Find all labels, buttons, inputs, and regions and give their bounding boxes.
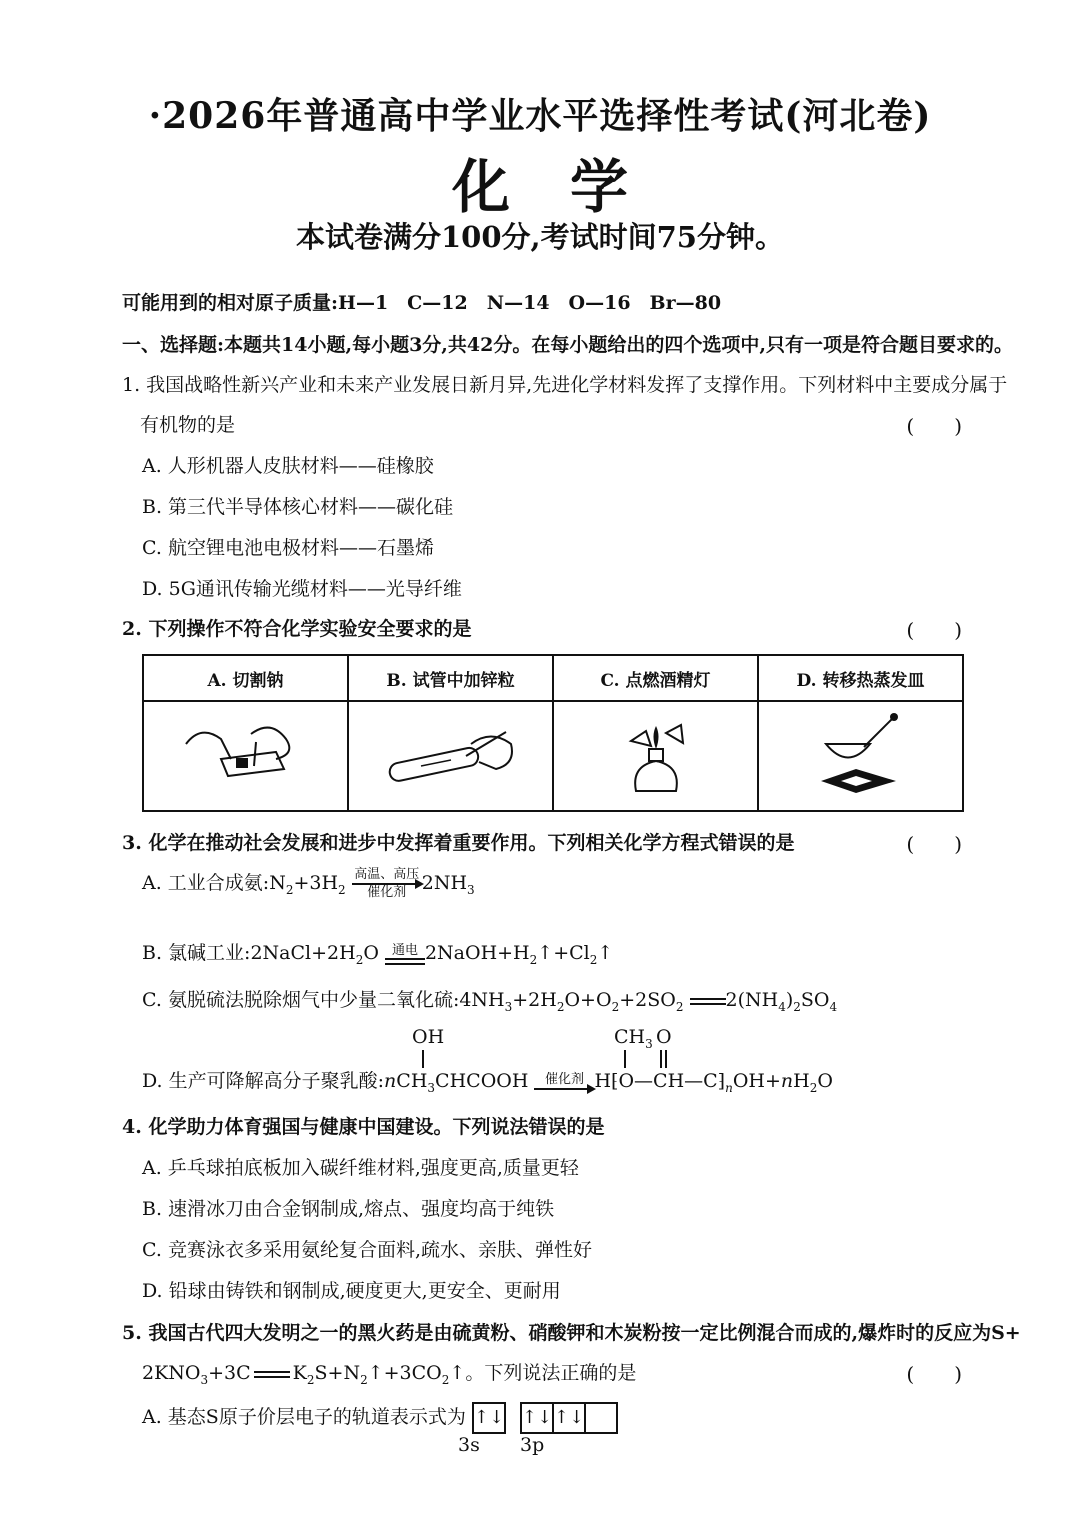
q3-option-d: D. 生产可降解高分子聚乳酸:nCH$_3$CHCOOH 催化剂 $H⁅O—CH—C⁆_nOH+nH_2O$ [142, 1070, 833, 1095]
q3-d-label: D. 生产可降解高分子聚乳酸: [142, 1070, 385, 1092]
q2-option-a-label: A. 切割钠 [143, 655, 348, 701]
q5-option-a [142, 1402, 618, 1434]
q5-a-label: A. 基态S原子价层电子的轨道表示式为 [142, 1406, 466, 1428]
q2-answer-paren[interactable]: ( ) [906, 618, 962, 642]
orbital-3s-box: ↑↓ [472, 1402, 506, 1434]
q1-option-d: D. 5G通讯传输光缆材料——光导纤维 [142, 578, 462, 600]
q5-stem-equation: $2KNO_3+3C$ $K_2S+N_2↑+3CO_2↑$。下列说法正确的是 [142, 1362, 637, 1387]
orbital-3p-box-2: ↑↓ [554, 1402, 586, 1434]
q4-option-a: A. 乒乓球拍底板加入碳纤维材料,强度更高,质量更轻 [142, 1157, 579, 1179]
q3-a-arrow [352, 868, 422, 900]
q2-experiment-table [142, 654, 964, 812]
q5-answer-paren[interactable]: ( ) [906, 1362, 962, 1386]
q3-d-ch3: $CH_3$ [614, 1026, 653, 1051]
q5-stem-tail: 。下列说法正确的是 [465, 1362, 637, 1384]
q2-option-d-label: D. 转移热蒸发皿 [758, 655, 963, 701]
q3-d-oh: OH [412, 1026, 445, 1048]
q3-b-label: B. 氯碱工业: [142, 942, 251, 964]
test-tube-illustration [371, 714, 531, 794]
q3-option-c: C. 氨脱硫法脱除烟气中少量二氧化硫$:4NH_3+2H_2O+O_2+2SO_2$ $2(NH_4)_2SO_4$ [142, 989, 838, 1014]
cutting-sodium-illustration [176, 714, 316, 794]
q3-d-o: O [656, 1026, 672, 1048]
evaporating-dish-illustration [806, 709, 916, 799]
atomic-mass-line: 可能用到的相对原子质量:H—1 C—12 N—14 O—16 Br—80 [122, 292, 722, 314]
exam-title: ·2026年普通高中学业水平选择性考试(河北卷) [148, 95, 932, 137]
alcohol-lamp-illustration [611, 711, 701, 796]
orbital-3p-box-3 [586, 1402, 618, 1434]
q3-d-cond: 催化剂 [544, 1072, 584, 1087]
q3-a-label: A. 工业合成氨: [142, 872, 270, 894]
q3-c-label: C. 氨脱硫法脱除烟气中少量二氧化硫:4NH [142, 989, 505, 1011]
q3-a-cond-top: 高温、高压 [354, 867, 420, 882]
q2-image-test-tube [348, 701, 553, 811]
q1-stem-cont: 有机物的是 [140, 414, 236, 436]
q3-answer-paren[interactable]: ( ) [906, 832, 962, 856]
q2-image-cutting-sodium [143, 701, 348, 811]
q3-option-a: A. 工业合成氨$:N_2+3H_2$ 高温、高压 催化剂 $2NH_3$ [142, 867, 475, 900]
orbital-label-3s: 3s [458, 1434, 480, 1456]
q2-image-alcohol-lamp [553, 701, 758, 811]
q4-option-b: B. 速滑冰刀由合金钢制成,熔点、强度均高于纯铁 [142, 1198, 555, 1220]
q3-d-arrow [534, 1073, 594, 1091]
q5-stem: 5. 我国古代四大发明之一的黑火药是由硫黄粉、硝酸钾和木炭粉按一定比例混合而成的,爆炸时的反应为S+ [122, 1322, 1021, 1344]
q3-a-cond-bottom: 催化剂 [367, 885, 407, 900]
q2-image-evaporating-dish [758, 701, 963, 811]
q1-answer-paren[interactable]: ( ) [906, 414, 962, 438]
q3-stem: 3. 化学在推动社会发展和进步中发挥着重要作用。下列相关化学方程式错误的是 [122, 832, 795, 854]
section-heading: 一、选择题:本题共14小题,每小题3分,共42分。在每小题给出的四个选项中,只有一项是符合题目要求的。 [122, 334, 1013, 356]
exam-note: 本试卷满分100分,考试时间75分钟。 [296, 220, 784, 254]
q2-option-c-label: C. 点燃酒精灯 [553, 655, 758, 701]
q2-option-b-label: B. 试管中加锌粒 [348, 655, 553, 701]
q1-stem: 1. 我国战略性新兴产业和未来产业发展日新月异,先进化学材料发挥了支撑作用。下列材料中主要成分属于 [122, 374, 1008, 396]
q1-option-a: A. 人形机器人皮肤材料——硅橡胶 [142, 455, 434, 477]
q2-stem: 2. 下列操作不符合化学实验安全要求的是 [122, 618, 472, 640]
q3-b-arrow [385, 944, 425, 965]
q4-stem: 4. 化学助力体育强国与健康中国建设。下列说法错误的是 [122, 1116, 605, 1138]
q4-option-c: C. 竞赛泳衣多采用氨纶复合面料,疏水、亲肤、弹性好 [142, 1239, 592, 1261]
q3-b-cond: 通电 [391, 942, 418, 958]
subject-title: 化学 [451, 153, 688, 221]
q4-option-d: D. 铅球由铸铁和钢制成,硬度更大,更安全、更耐用 [142, 1280, 561, 1302]
orbital-3p-box-1: ↑↓ [520, 1402, 554, 1434]
q1-option-b: B. 第三代半导体核心材料——碳化硅 [142, 496, 454, 518]
orbital-label-3p: 3p [520, 1434, 545, 1456]
q3-option-b: B. 氯碱工业$:2NaCl+2H_2O$ 通电 $2NaOH+H_2↑+Cl_2↑$ [142, 942, 614, 967]
q1-option-c: C. 航空锂电池电极材料——石墨烯 [142, 537, 434, 559]
